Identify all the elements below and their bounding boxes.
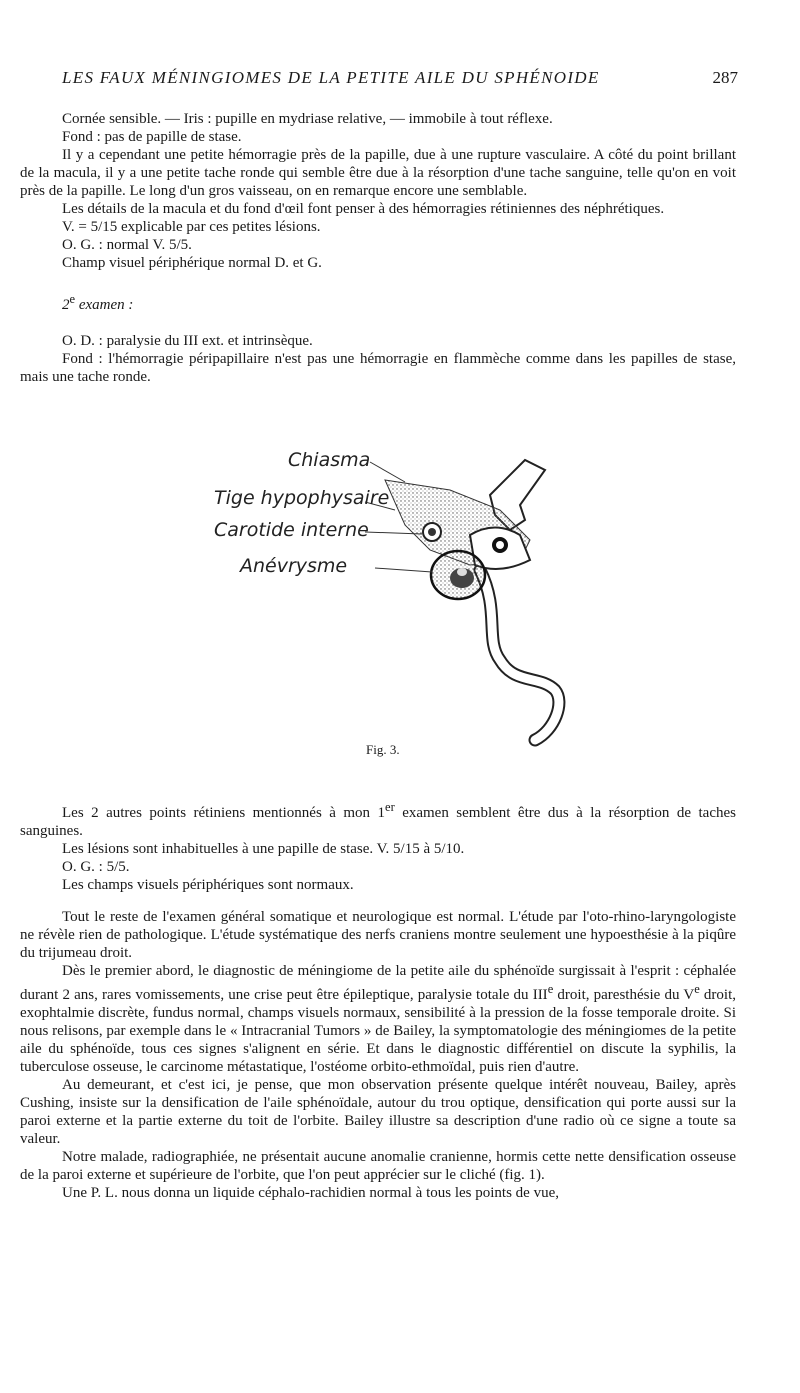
page-number: 287 <box>712 68 738 87</box>
header-title: LES FAUX MÉNINGIOMES DE LA PETITE AILE DU SPHÉNOIDE <box>62 68 600 87</box>
paragraph: Tout le reste de l'examen général somatique et neurologique est normal. L'étude par l'oto-rhino-laryngologiste ne révèle rien de pathologique. L'étude systématique des nerfs craniens montre seulement une hypoesthésie à la piqûre du trijumeau droit. <box>20 909 736 961</box>
paragraph: Cornée sensible. — Iris : pupille en mydriase relative, — immobile à tout réflexe. <box>62 111 553 127</box>
label-carotide: Carotide interne <box>214 519 369 541</box>
label-anevrysme: Anévrysme <box>240 555 348 577</box>
paragraph: Les lésions sont inhabituelles à une papille de stase. V. 5/15 à 5/10. <box>62 841 465 857</box>
figure-3 <box>200 440 600 770</box>
text-block-after-figure <box>20 798 736 894</box>
paragraph: Les 2 autres points rétiniens mentionnés à mon 1er examen semblent être dus à la résorption de taches sanguines. <box>20 800 736 839</box>
figure-caption: Fig. 3. <box>366 742 400 757</box>
paragraph: Une P. L. nous donna un liquide céphalo-rachidien normal à tous les points de vue, <box>62 1185 559 1201</box>
paragraph: Champ visuel périphérique normal D. et G. <box>62 255 322 271</box>
label-chiasma: Chiasma <box>288 449 371 471</box>
paragraph: Au demeurant, et c'est ici, je pense, que mon observation présente quelque intérêt nouveau, Bailey, après Cushing, insiste sur la densification de l'aile sphénoïdale, autour du trou optique, densification qui porte aussi sur la paroi externe et la partie externe du toit de l'orbite. Bailey illustre sa description d'une radio où ce signe a toute sa valeur. <box>20 1077 736 1147</box>
section-heading-second-exam: 2e examen : <box>62 292 134 313</box>
paragraph: Fond : pas de papille de stase. <box>62 129 242 145</box>
text-block-discussion <box>20 908 736 1202</box>
paragraph: O. D. : paralysie du III ext. et intrinsèque. <box>62 333 313 349</box>
paragraph: O. G. : normal V. 5/5. <box>62 237 192 253</box>
paragraph: V. = 5/15 explicable par ces petites lésions. <box>62 219 321 235</box>
running-header <box>62 68 738 88</box>
paragraph: Les champs visuels périphériques sont normaux. <box>62 877 354 893</box>
paragraph: Fond : l'hémorragie péripapillaire n'est pas une hémorragie en flammèche comme dans les papilles de stase, mais une tache ronde. <box>20 351 736 385</box>
paragraph: O. G. : 5/5. <box>62 859 130 875</box>
text-block-first-exam <box>20 110 736 386</box>
paragraph: Dès le premier abord, le diagnostic de méningiome de la petite aile du sphénoïde surgissait à l'esprit : céphalée durant 2 ans, rares vomissements, une crise peut être épileptique, paralysie totale du IIIe droit, paresthésie du Ve droit, exophtalmie discrète, fundus normal, champs visuels normaux, sensibilité à la pression de la fosse temporale droite. Si nous relisons, par exemple dans le « Intracranial Tumors » de Bailey, la symptomatologie des méningiomes de la petite aile du sphénoïde, tous ces signes s'alignent en série. Et dans le diagnostic différentiel on discute la syphilis, la tuberculose osseuse, le carcinome métastatique, l'ostéome orbito-ethmoïdal, puis rien d'autre. <box>20 963 736 1075</box>
paragraph: Notre malade, radiographiée, ne présentait aucune anomalie cranienne, hormis cette nette densification osseuse de la paroi externe et supérieure de l'orbite, que l'on peut apprécier sur le cliché (fig. 1). <box>20 1149 736 1183</box>
anatomical-drawing <box>200 440 600 770</box>
paragraph: Il y a cependant une petite hémorragie près de la papille, due à une rupture vasculaire. A côté du point brillant de la macula, il y a une petite tache ronde qui semble être due à la résorption d'une tache sanguine, telle qu'on en voit près de la papille. Le long d'un gros vaisseau, on en remarque encore une semblable. <box>20 147 736 199</box>
paragraph: Les détails de la macula et du fond d'œil font penser à des hémorragies rétiniennes des néphrétiques. <box>62 201 665 217</box>
label-tige: Tige hypophysaire <box>214 487 390 509</box>
